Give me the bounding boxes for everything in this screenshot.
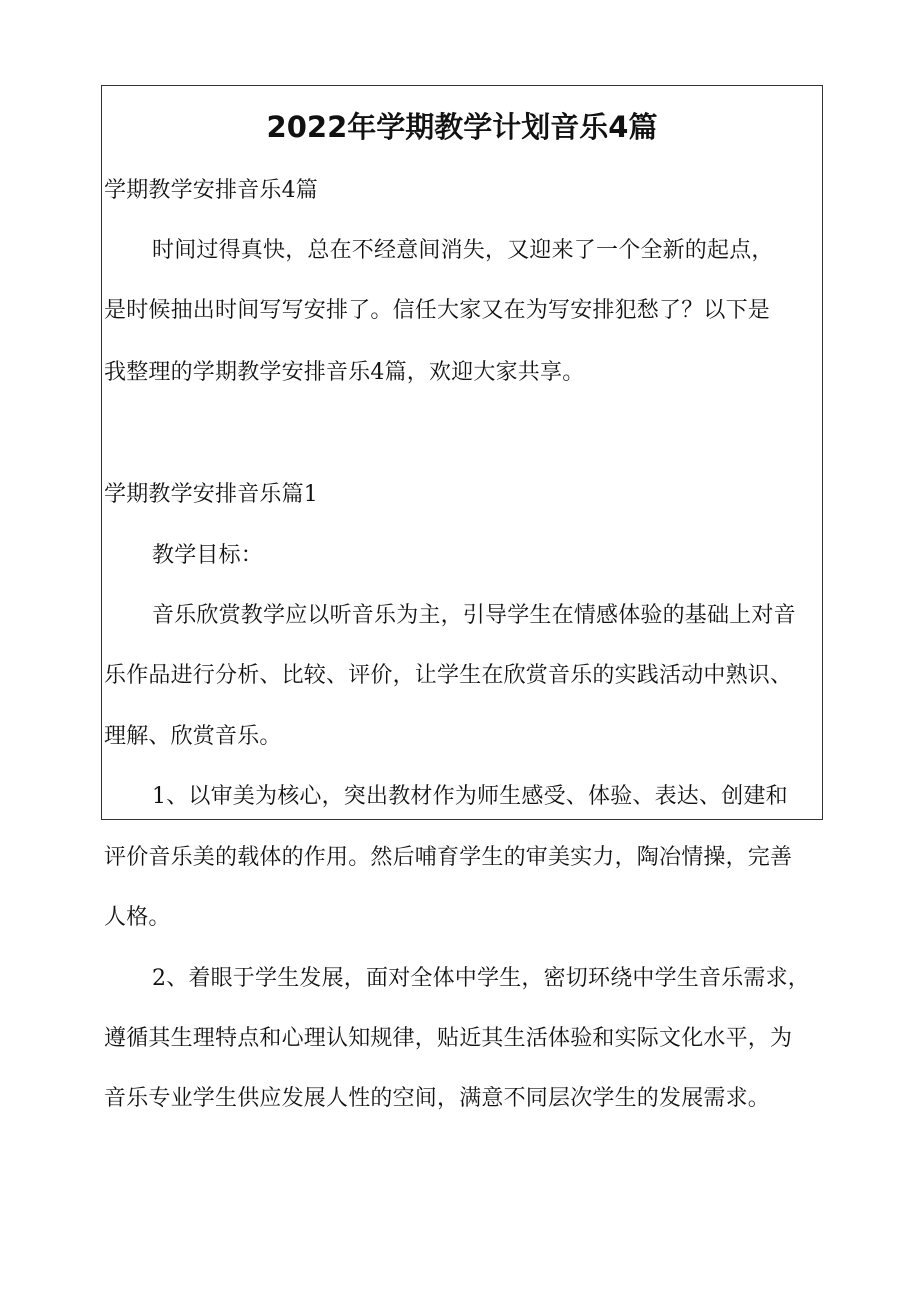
subtitle: 学期教学安排音乐4篇 [104,178,318,203]
paragraph-line: 是时候抽出时间写写安排了。信任大家又在为写安排犯愁了？以下是 [104,298,771,323]
paragraph-line: 教学目标： [152,543,264,568]
paragraph-line: 人格。 [104,905,171,930]
paragraph-line: 2、着眼于学生发展，面对全体中学生，密切环绕中学生音乐需求， [152,966,810,991]
paragraph-line: 遵循其生理特点和心理认知规律，贴近其生活体验和实际文化水平，为 [104,1026,793,1051]
paragraph-line: 1、以审美为核心，突出教材作为师生感受、体验、表达、创建和 [152,784,788,809]
paragraph-line: 乐作品进行分析、比较、评价，让学生在欣赏音乐的实践活动中熟识、 [104,663,793,688]
paragraph-line: 我整理的学期教学安排音乐4篇，欢迎大家共享。 [104,360,585,385]
paragraph-line: 音乐欣赏教学应以听音乐为主，引导学生在情感体验的基础上对音 [152,603,796,628]
paragraph-line: 评价音乐美的载体的作用。然后哺育学生的审美实力，陶冶情操，完善 [104,845,793,870]
section-heading: 学期教学安排音乐篇1 [104,482,318,507]
paragraph-line: 时间过得真快，总在不经意间消失，又迎来了一个全新的起点， [152,238,774,263]
paragraph-line: 音乐专业学生供应发展人性的空间，满意不同层次学生的发展需求。 [104,1086,771,1111]
document-title: 2022年学期教学计划音乐4篇 [266,110,658,145]
paragraph-line: 理解、欣赏音乐。 [104,724,282,749]
